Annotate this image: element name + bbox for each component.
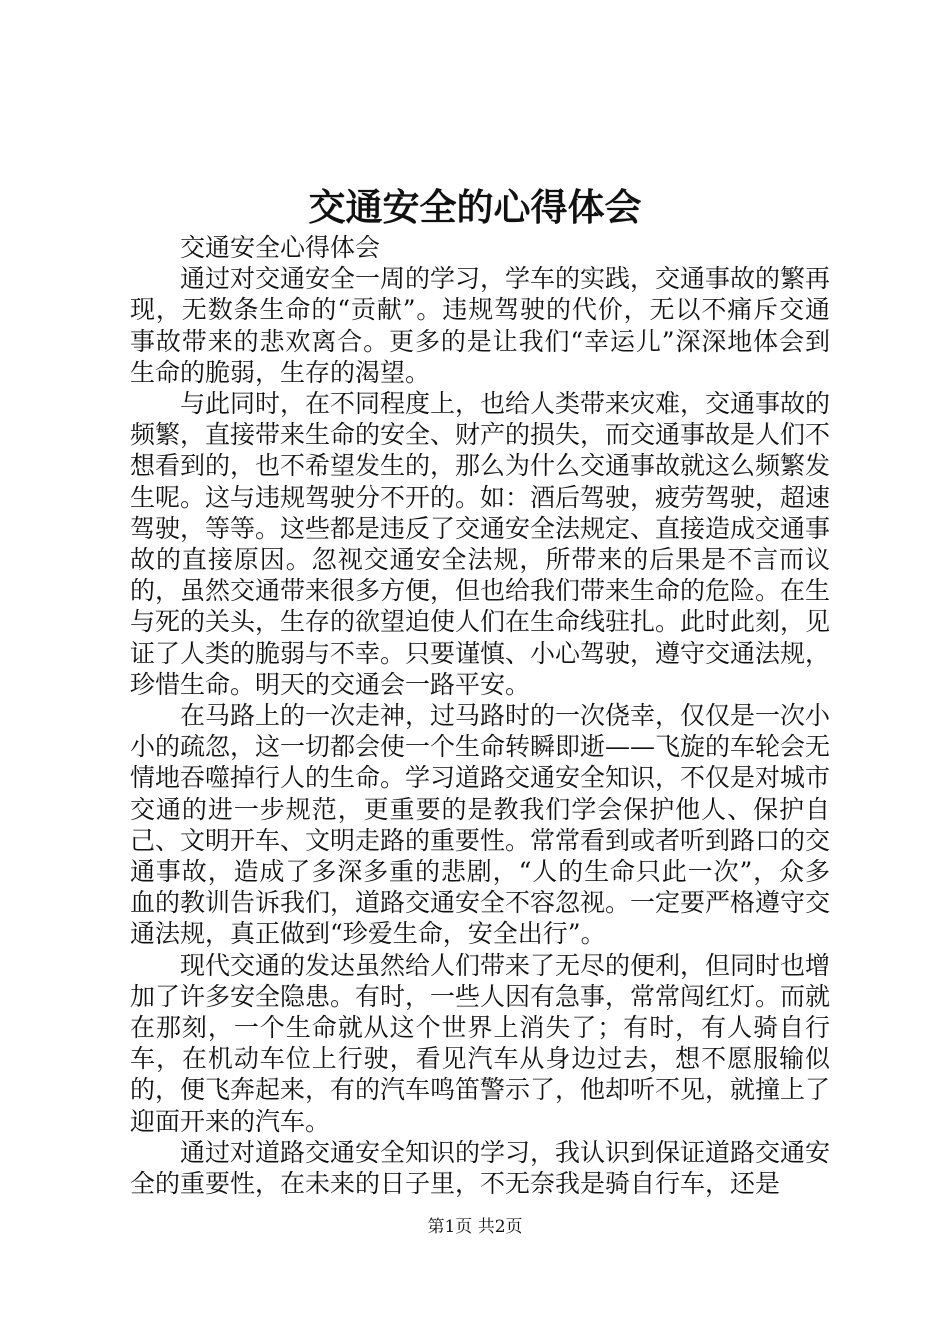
document-body	[130, 232, 830, 1199]
paragraph-5: 通过对道路交通安全知识的学习，我认识到保证道路交通安全的重要性，在未来的日子里，不无奈我是骑自行车，还是	[130, 1137, 831, 1199]
paragraph-4: 现代交通的发达虽然给人们带来了无尽的便利，但同时也增加了许多安全隐患。有时，一些人因有急事，常常闯红灯。而就在那刻，一个生命就从这个世界上消失了；有时，有人骑自行车，在机动车位上行驶，看见汽车从身边过去，想不愿服输似的，便飞奔起来，有的汽车鸣笛警示了，他却听不见，就撞上了迎面开来的汽车。	[130, 950, 831, 1136]
paragraph-3: 在马路上的一次走神，过马路时的一次侥幸，仅仅是一次小小的疏忽，这一切都会使一个生命转瞬即逝——飞旋的车轮会无情地吞噬掉行人的生命。学习道路交通安全知识，不仅是对城市交通的进一步规范，更重要的是教我们学会保护他人、保护自己、文明开车、文明走路的重要性。常常看到或者听到路口的交通事故，造成了多深多重的悲剧，“人的生命只此一次”，众多血的教训告诉我们，道路交通安全不容忽视。一定要严格遵守交通法规，真正做到“珍爱生命，安全出行”。	[130, 701, 831, 949]
paragraph-1: 通过对交通安全一周的学习，学车的实践，交通事故的繁再现，无数条生命的“贡献”。违规驾驶的代价，无以不痛斥交通事故带来的悲欢离合。更多的是让我们“幸运儿”深深地体会到生命的脆弱，生存的渴望。	[130, 264, 831, 387]
page-footer: 第1页 共2页	[427, 1217, 523, 1237]
document-title: 交通安全的心得体会	[308, 185, 642, 229]
paragraph-2: 与此同时，在不同程度上，也给人类带来灾难，交通事故的频繁，直接带来生命的安全、财产的损失，而交通事故是人们不想看到的，也不希望发生的，那么为什么交通事故就这么频繁发生呢。这与违规驾驶分不开的。如：酒后驾驶，疲劳驾驶，超速驾驶，等等。这些都是违反了交通安全法规定、直接造成交通事故的直接原因。忽视交通安全法规，所带来的后果是不言而议的，虽然交通带来很多方便，但也给我们带来生命的危险。在生与死的关头，生存的欲望迫使人们在生命线驻扎。此时此刻，见证了人类的脆弱与不幸。只要谨慎、小心驾驶，遵守交通法规，珍惜生命。明天的交通会一路平安。	[130, 389, 831, 699]
document-subtitle: 交通安全心得体会	[180, 233, 381, 262]
